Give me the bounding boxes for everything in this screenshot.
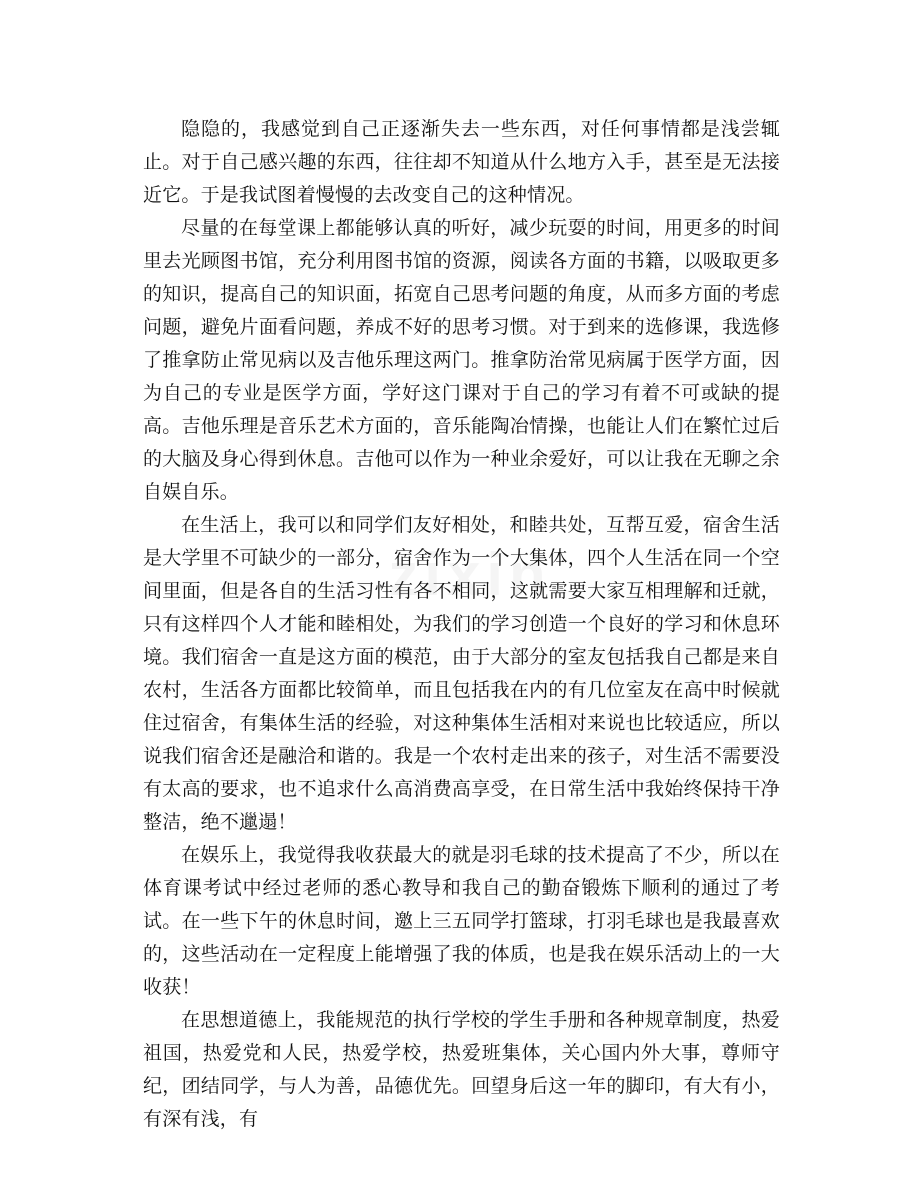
paragraph-4: 在娱乐上，我觉得我收获最大的就是羽毛球的技术提高了不少，所以在体育课考试中经过老师的悉心教导和我自己的勤奋锻炼下顺利的通过了考试。在一些下午的休息时间，邀上三五同学打篮球，打羽毛球也是我最喜欢的，这些活动在一定程度上能增强了我的体质，也是我在娱乐活动上的一大收获！ (143, 844, 780, 998)
paragraph-5: 在思想道德上，我能规范的执行学校的学生手册和各种规章制度，热爱祖国，热爱党和人民，热爱学校，热爱班集体，关心国内外大事，尊师守纪，团结同学，与人为善，品德优先。回望身后这一年的脚印，有大有小，有深有浅，有 (143, 1009, 780, 1130)
paragraph-1: 隐隐的，我感觉到自己正逐渐失去一些东西，对任何事情都是浅尝辄止。对于自己感兴趣的东西，往往却不知道从什么地方入手，甚至是无法接近它。于是我试图着慢慢的去改变自己的这种情况。 (143, 118, 780, 206)
document-body (143, 113, 780, 1136)
paragraph-2: 尽量的在每堂课上都能够认真的听好，减少玩耍的时间，用更多的时间里去光顾图书馆，充分利用图书馆的资源，阅读各方面的书籍，以吸取更多的知识，提高自己的知识面，拓宽自己思考问题的角度，从而多方面的考虑问题，避免片面看问题，养成不好的思考习惯。对于到来的选修课，我选修了推拿防止常见病以及吉他乐理这两门。推拿防治常见病属于医学方面，因为自己的专业是医学方面，学好这门课对于自己的学习有着不可或缺的提高。吉他乐理是音乐艺术方面的，音乐能陶冶情操，也能让人们在繁忙过后的大脑及身心得到休息。吉他可以作为一种业余爱好，可以让我在无聊之余自娱自乐。 (143, 217, 780, 503)
paragraph-3: 在生活上，我可以和同学们友好相处，和睦共处，互帮互爱，宿舍生活是大学里不可缺少的一部分，宿舍作为一个大集体，四个人生活在同一个空间里面，但是各自的生活习性有各不相同，这就需要大家互相理解和迁就，只有这样四个人才能和睦相处，为我们的学习创造一个良好的学习和休息环境。我们宿舍一直是这方面的模范，由于大部分的室友包括我自己都是来自农村，生活各方面都比较简单，而且包括我在内的有几位室友在高中时候就住过宿舍，有集体生活的经验，对这种集体生活相对来说也比较适应，所以说我们宿舍还是融洽和谐的。我是一个农村走出来的孩子，对生活不需要没有太高的要求，也不追求什么高消费高享受，在日常生活中我始终保持干净整洁，绝不邋遢！ (143, 514, 780, 833)
